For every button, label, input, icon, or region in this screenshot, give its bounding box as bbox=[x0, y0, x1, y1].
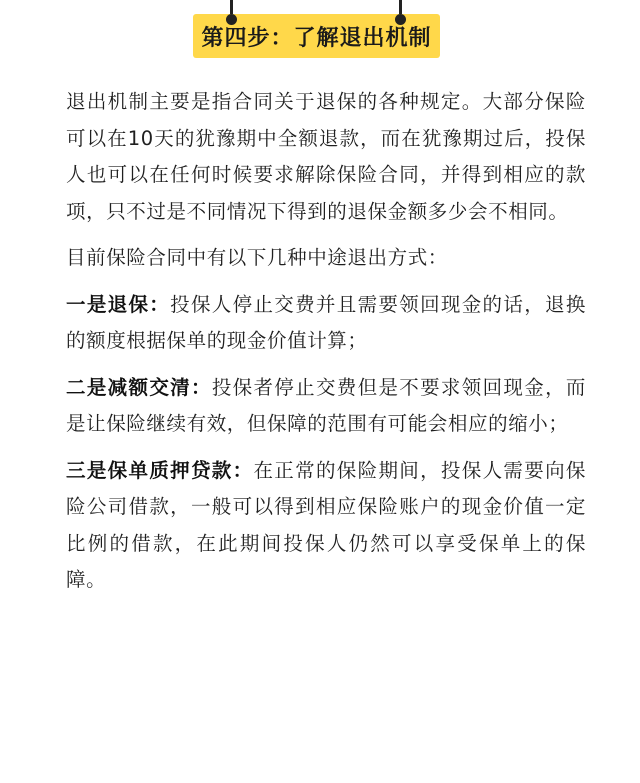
method-label: 三是保单质押贷款： bbox=[66, 458, 254, 482]
pin-head-right-icon bbox=[395, 14, 406, 25]
article-body bbox=[66, 84, 586, 609]
method-text: 投保者停止交费但是不要求领回现金，而是让保险继续有效，但保障的范围有可能会相应的缩小； bbox=[66, 375, 586, 435]
pin-head-left-icon bbox=[226, 14, 237, 25]
method-item-reduced-paidup bbox=[66, 370, 586, 443]
methods-intro-paragraph: 目前保险合同中有以下几种中途退出方式： bbox=[66, 246, 448, 269]
intro-paragraph: 退出机制主要是指合同关于退保的各种规定。大部分保险可以在10天的犹豫期中全额退款，而在犹豫期过后，投保人也可以在任何时候要求解除保险合同，并得到相应的款项，只不过是不同情况下得到的退保金额多少会不相同。 bbox=[66, 90, 586, 223]
method-label: 一是退保： bbox=[66, 292, 171, 316]
method-item-policy-loan bbox=[66, 453, 586, 599]
section-heading: 第四步：了解退出机制 bbox=[193, 14, 440, 58]
method-text: 在正常的保险期间，投保人需要向保险公司借款，一般可以得到相应保险账户的现金价值一定比例的借款，在此期间投保人仍然可以享受保单上的保障。 bbox=[66, 458, 586, 591]
method-item-surrender bbox=[66, 287, 586, 360]
method-label: 二是减额交清： bbox=[66, 375, 212, 399]
method-text: 投保人停止交费并且需要领回现金的话，退换的额度根据保单的现金价值计算； bbox=[66, 292, 586, 352]
heading-tag bbox=[0, 0, 640, 70]
